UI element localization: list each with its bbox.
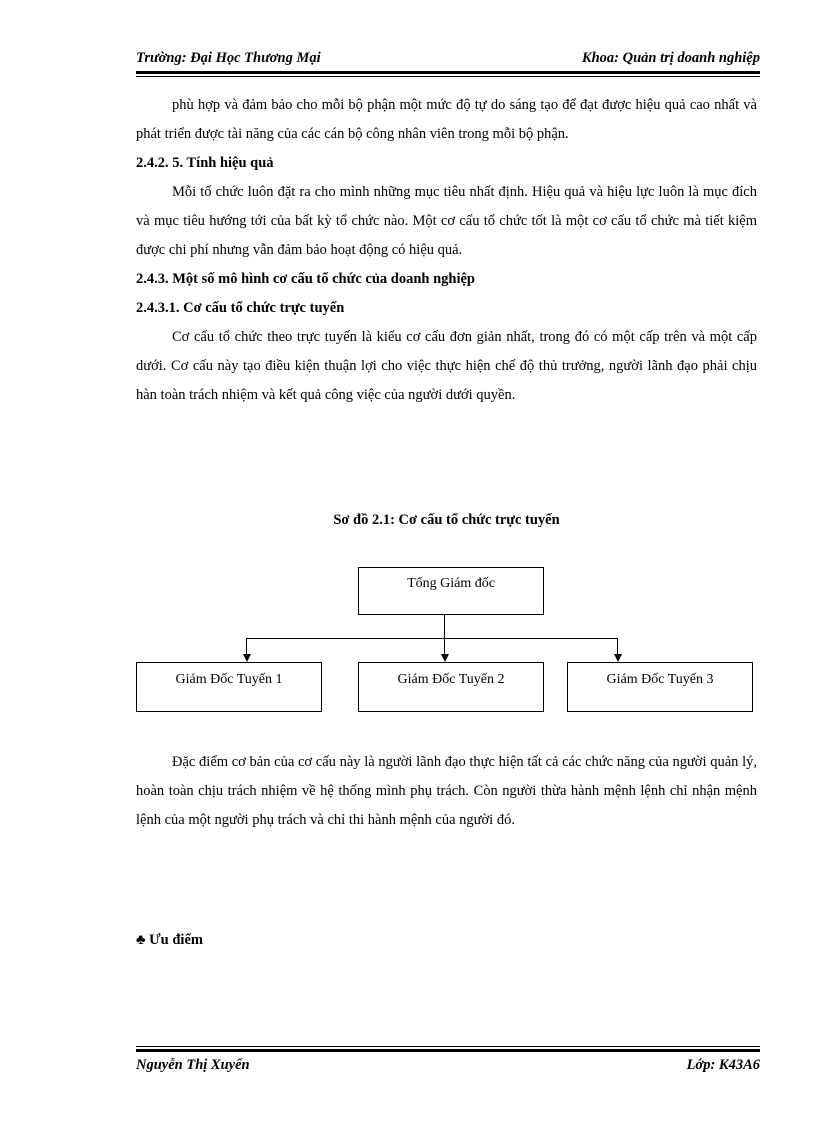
arrow-down-icon [243, 654, 251, 662]
connector-horizontal [246, 638, 618, 639]
heading-2-4-2-5: 2.4.2. 5. Tính hiệu quả [136, 155, 274, 171]
org-box-child-2: Giám Đốc Tuyến 2 [358, 662, 544, 712]
org-box-top: Tổng Giám đốc [358, 567, 544, 615]
club-bullet-icon: ♣ [136, 932, 146, 948]
advantages-label: Ưu điểm [149, 932, 203, 948]
heading-2-4-3-1: 2.4.3.1. Cơ cấu tổ chức trực tuyến [136, 300, 345, 316]
arrow-down-icon [614, 654, 622, 662]
heading-2-4-3: 2.4.3. Một số mô hình cơ cấu tổ chức của doanh nghiệp [136, 271, 475, 287]
footer-author: Nguyễn Thị Xuyến [136, 1057, 250, 1073]
body-section-2 [136, 748, 757, 835]
connector-right [617, 638, 618, 655]
footer-rule [136, 1049, 760, 1052]
header-rule [136, 71, 760, 74]
header-faculty: Khoa: Quản trị doanh nghiệp [581, 50, 760, 66]
body-section-1 [136, 91, 757, 410]
header-school: Trường: Đại Học Thương Mại [136, 50, 321, 66]
connector-left [246, 638, 247, 655]
paragraph-3: Cơ cấu tổ chức theo trực tuyến là kiểu cơ cấu đơn giản nhất, trong đó có một cấp trên và một cấp dưới. Cơ cấu này tạo điều kiện thuận lợi cho việc thực hiện chế độ thủ trưởng, người lãnh đạo phải chịu hàn toàn trách nhiệm và kết quả công việc của người dưới quyền. [136, 329, 757, 403]
diagram-caption: Sơ đồ 2.1: Cơ cấu tổ chức trực tuyến [333, 512, 560, 528]
paragraph-4: Đặc điểm cơ bản của cơ cấu này là người lãnh đạo thực hiện tất cả các chức năng của người quản lý, hoàn toàn chịu trách nhiệm về hệ thống mình phụ trách. Còn người thừa hành mệnh lệnh chỉ nhận mệnh lệnh của một người phụ trách và chỉ thi hành mệnh của người đó. [136, 754, 757, 828]
connector-vertical-main [444, 615, 445, 639]
paragraph-2: Mỗi tổ chức luôn đặt ra cho mình những mục tiêu nhất định. Hiệu quả và hiệu lực luôn là mục đích và mục tiêu hướng tới của bất kỳ tổ chức nào. Một cơ cấu tổ chức tốt là một cơ cấu tổ chức mà tiết kiệm được chi phí nhưng vẫn đảm bảo hoạt động có hiệu quả. [136, 184, 757, 258]
advantages-heading [136, 932, 203, 949]
paragraph-1: phù hợp và đảm bảo cho mỗi bộ phận một mức độ tự do sáng tạo để đạt được hiệu quả cao nhất và phát triển được tài năng của các cán bộ công nhân viên trong mỗi bộ phận. [136, 97, 757, 142]
header-rule-thin [136, 76, 760, 77]
arrow-down-icon [441, 654, 449, 662]
org-box-child-3: Giám Đốc Tuyến 3 [567, 662, 753, 712]
org-box-child-1: Giám Đốc Tuyến 1 [136, 662, 322, 712]
connector-middle [444, 638, 445, 655]
footer-rule-thin [136, 1046, 760, 1047]
footer-class: Lớp: K43A6 [686, 1057, 760, 1073]
